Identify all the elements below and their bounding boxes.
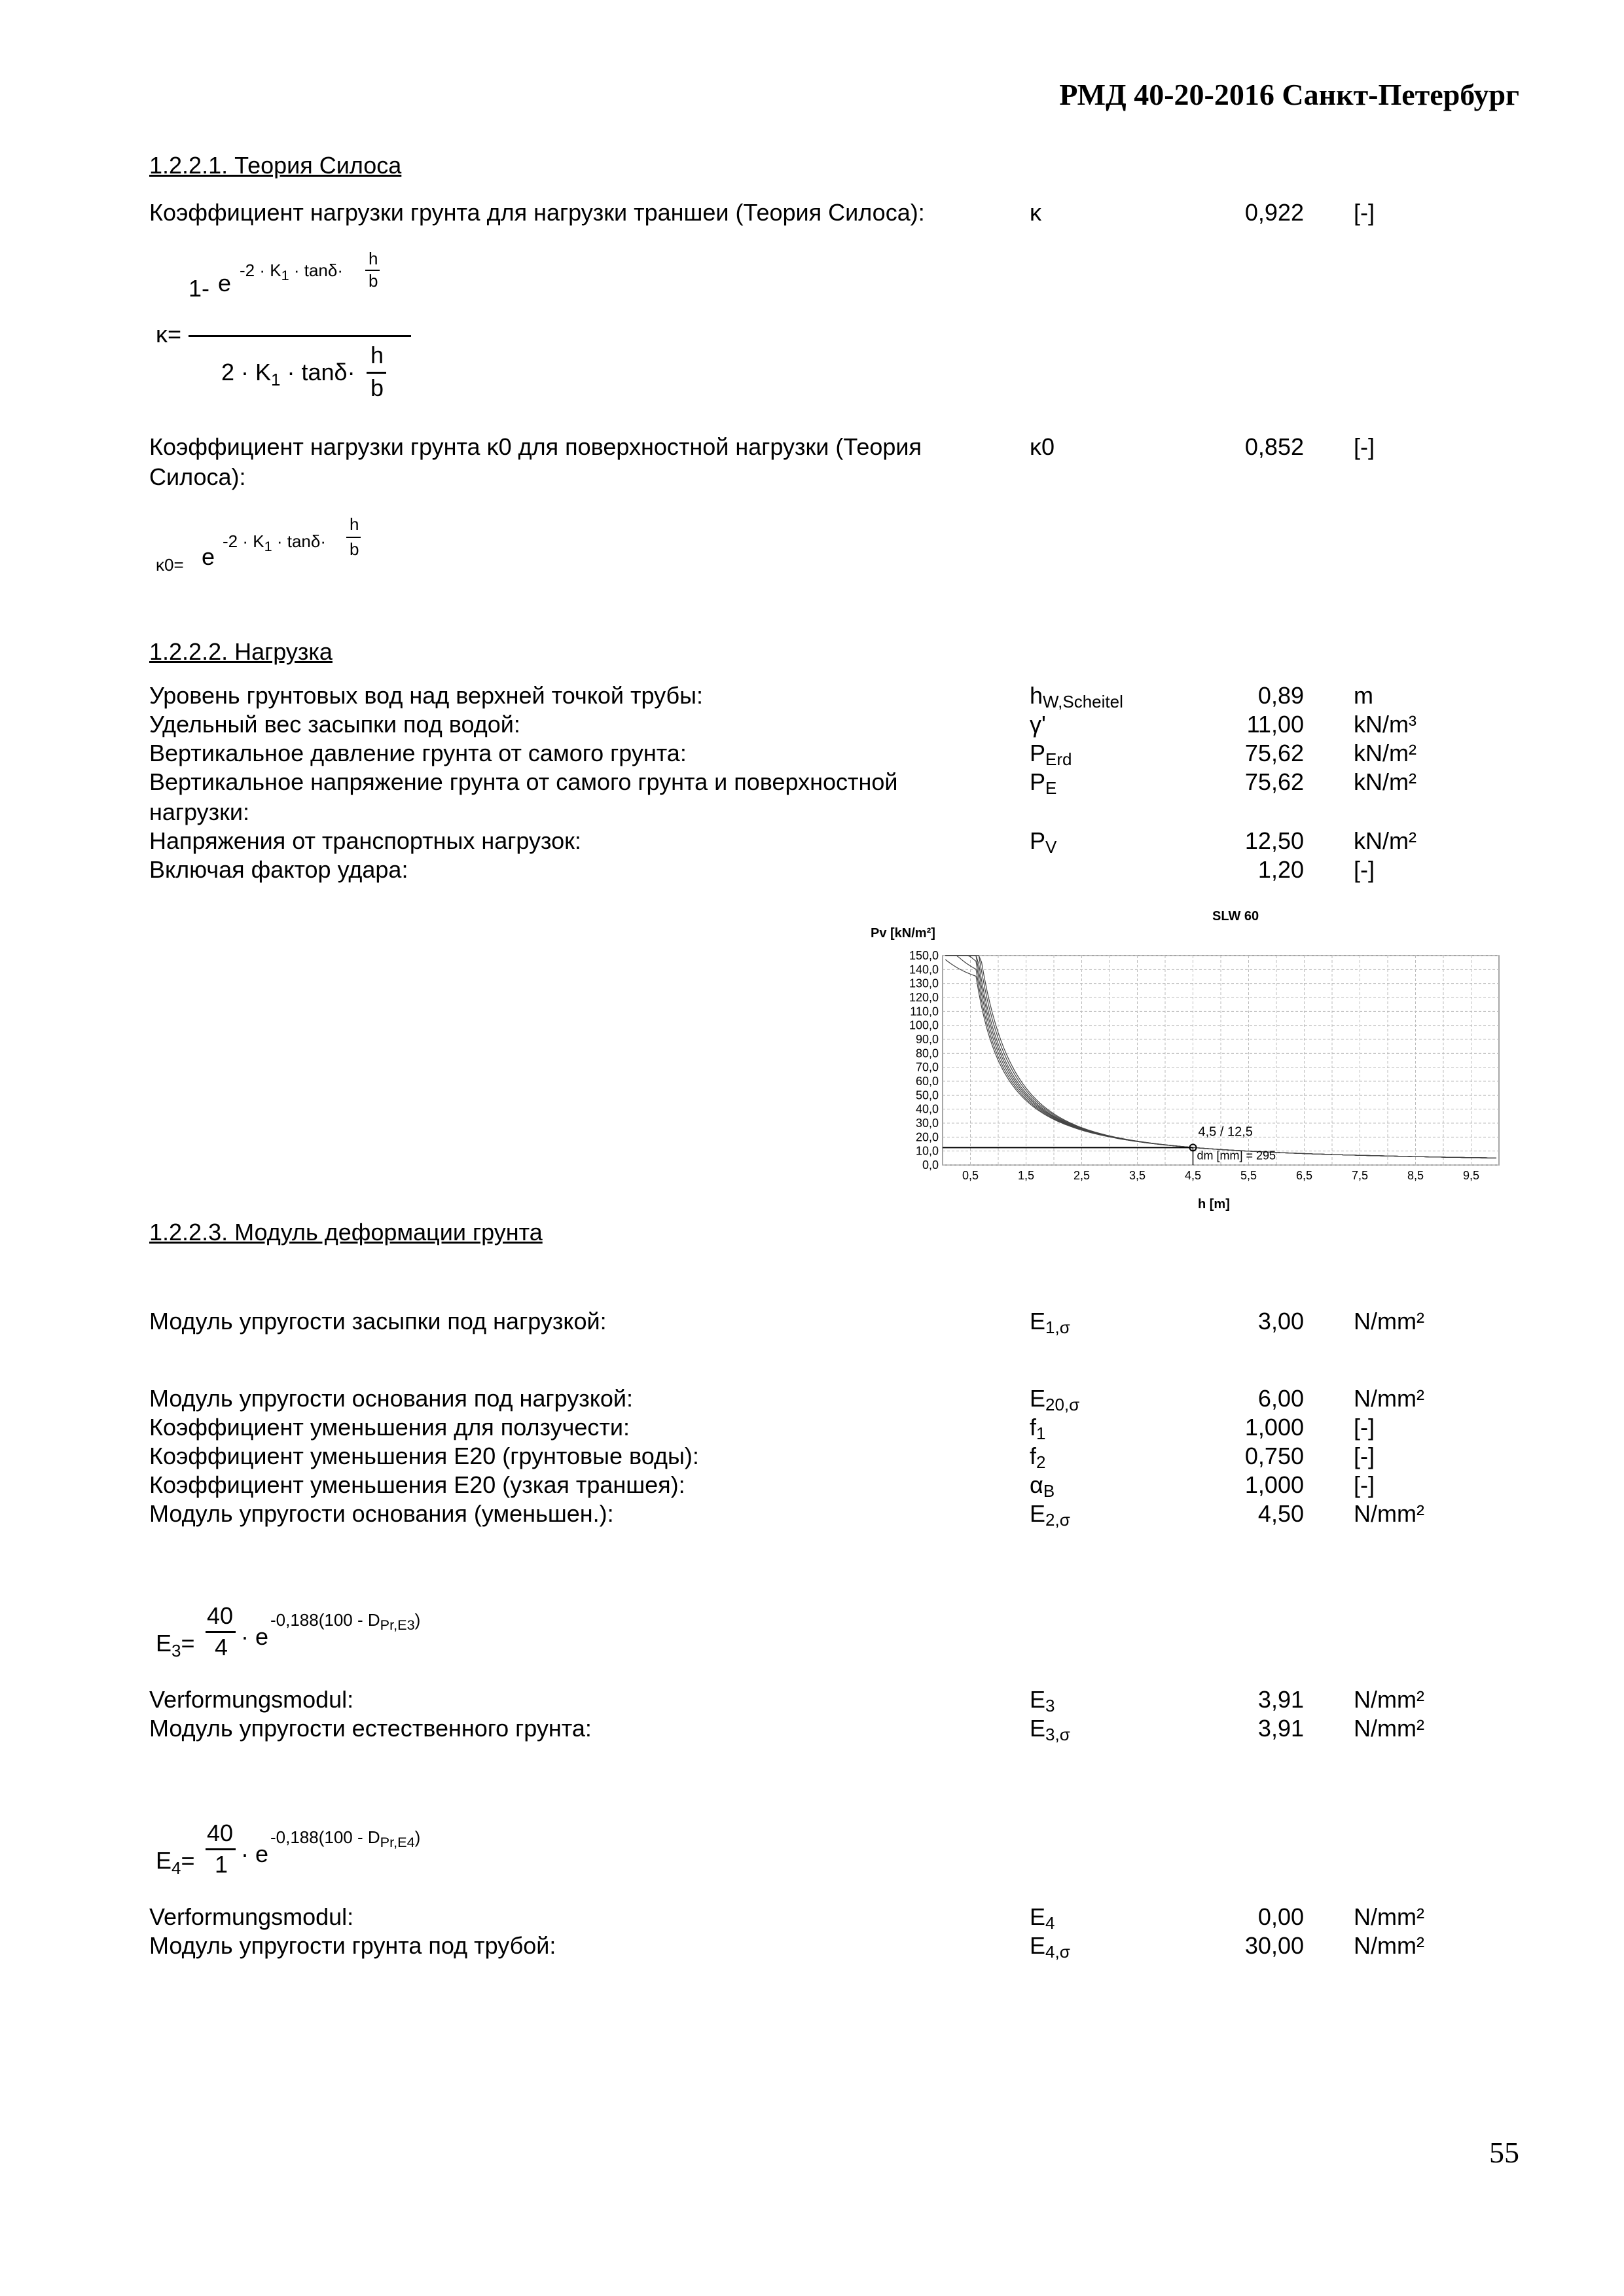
row-symbol: $h_{W,Scheitel}$ [1030,682,1123,711]
row-value: 0,89 [1257,682,1304,709]
section-title-soil-modulus: 1.2.2.3. Модуль деформации грунта [149,1219,543,1246]
row-value: 1,000 [1244,1414,1304,1441]
row-label: Модуль упругости основания под нагрузкой: [149,1385,634,1412]
value-row [149,1902,1458,1932]
row-unit: N/mm² [1354,1903,1424,1930]
row-label: Модуль упругости основания (уменьшен.): [149,1500,614,1527]
formula-numerator: 40 [207,1820,234,1846]
formula-lhs: κ= [156,321,182,348]
formula-main-fracline [189,335,411,337]
row-value: 4,50 [1257,1500,1304,1527]
chart-y-tick-label: 40,0 [915,1102,939,1116]
value-row [149,738,1458,768]
load-chart [844,903,1519,1211]
formula-exp-b: b [350,539,359,559]
row-symbol: $P_{Erd}$ [1030,740,1072,769]
row-unit: N/mm² [1354,1932,1424,1959]
chart-y-tick-label: 120,0 [909,991,939,1004]
row-value: 1,000 [1244,1471,1304,1498]
formula-den-h: h [370,342,384,368]
formula-numerator: 40 [207,1602,234,1629]
chart-y-tick-label: 90,0 [915,1033,939,1046]
row-unit: N/mm² [1354,1385,1424,1412]
formula-den-fracline [367,372,386,374]
row-label: Модуль упругости грунта под трубой: [149,1932,556,1959]
row-symbol: $P_V$ [1030,827,1057,857]
value-row [149,1499,1458,1529]
row-symbol: $E_{20,\sigma}$ [1030,1385,1080,1414]
chart-y-tick-label: 20,0 [915,1130,939,1144]
row-symbol: $E_{3,\sigma}$ [1030,1715,1070,1744]
row-value: 6,00 [1257,1385,1304,1412]
formula-e: · e [241,1623,269,1650]
row-label: Уровень грунтовых вод над верхней точкой трубы: [149,682,704,709]
row-kappa [149,198,1458,228]
row-label: Коэффициент уменьшения E20 (грунтовые воды): [149,1443,699,1469]
value-row [149,1470,1458,1500]
chart-marker-label: 4,5 / 12,5 [1198,1124,1253,1139]
chart-y-tick-label: 60,0 [915,1075,939,1088]
row-unit: [-] [1354,199,1375,226]
row-symbol: κ0 [1030,433,1055,460]
formula-one-minus: 1- [189,275,210,302]
row-symbol: γ' [1030,711,1046,738]
value-row [149,1713,1458,1744]
row-value: 3,91 [1257,1686,1304,1713]
formula-exp-h: h [369,249,378,268]
chart-x-ticks [962,1169,1479,1182]
formula-denominator: $2 \cdot K_1 \cdot \tan\delta\cdot$ [221,359,355,390]
row-label: Модуль упругости естественного грунта: [149,1715,592,1742]
row-value: 12,50 [1244,827,1304,854]
formula-exp-b: b [369,271,378,291]
row-value: 3,00 [1257,1308,1304,1335]
row-unit: kN/m³ [1354,711,1416,738]
value-row [149,855,1458,885]
formula-exponent: $-2 \cdot K_1 \cdot \tan\delta\cdot$ [240,260,344,284]
formula-exponent: $-0,188(100 - D_{Pr,E4})$ [270,1827,421,1851]
chart-x-tick-label: 4,5 [1184,1169,1202,1182]
row-value: 75,62 [1244,740,1304,766]
formula-e: · e [241,1840,269,1867]
formula-fracline [206,1631,236,1633]
chart-y-tick-label: 10,0 [915,1144,939,1158]
formula-exp-h: h [350,514,359,534]
formula-denominator: 4 [215,1634,228,1660]
row-symbol: $E_{4,\sigma}$ [1030,1932,1070,1962]
row-symbol: $f_1$ [1030,1414,1046,1443]
chart-x-tick-label: 1,5 [1017,1169,1035,1182]
row-value: 0,852 [1244,433,1304,460]
formula-lhs: $E_3=$ [156,1630,195,1661]
row-unit: [-] [1354,1443,1375,1469]
row-label: Вертикальное давление грунта от самого грунта: [149,740,687,766]
row-label: Коэффициент нагрузки грунта для нагрузки траншеи (Теория Силоса): [149,199,925,226]
row-unit: N/mm² [1354,1500,1424,1527]
value-row [149,1685,1458,1715]
chart-y-tick-label: 0,0 [922,1158,939,1172]
row-symbol: $f_2$ [1030,1443,1046,1472]
value-row [149,1441,1458,1471]
chart-y-tick-label: 50,0 [915,1088,939,1102]
document-header: РМД 40-20-2016 Санкт-Петербург [1059,78,1519,111]
row-kappa0 [149,432,1458,492]
value-row [149,826,1458,856]
e4-formula [149,1814,542,1893]
row-symbol: $E_4$ [1030,1903,1055,1933]
row-value: 75,62 [1244,768,1304,795]
chart-y-label: Pv [kN/m²] [871,926,935,941]
value-row [149,709,1458,740]
row-symbol: $\alpha_B$ [1030,1471,1055,1501]
row-label: Verformungsmodul: [149,1903,354,1930]
chart-y-tick-label: 30,0 [915,1117,939,1130]
chart-x-tick-label: 7,5 [1351,1169,1369,1182]
formula-exp-fracline [346,537,361,538]
row-label: Verformungsmodul: [149,1686,354,1713]
row-label: Коэффициент уменьшения E20 (узкая траншея): [149,1471,685,1498]
row-unit: N/mm² [1354,1308,1424,1335]
section-title-load: 1.2.2.2. Нагрузка [149,638,333,665]
chart-title: SLW 60 [1212,909,1259,924]
chart-x-tick-label: 8,5 [1407,1169,1424,1182]
row-value: 0,922 [1244,199,1304,226]
e3-formula [149,1597,542,1676]
formula-e: e [202,543,215,570]
formula-e: e [218,270,232,296]
row-value: 0,00 [1257,1903,1304,1930]
row-unit: [-] [1354,1414,1375,1441]
chart-x-tick-label: 9,5 [1462,1169,1480,1182]
kappa-formula [149,249,437,412]
chart-x-tick-label: 6,5 [1295,1169,1313,1182]
value-row [149,1384,1458,1414]
row-label: Вертикальное напряжение грунта от самого грунта и поверхностной нагрузки: [149,768,898,825]
row-value: 3,91 [1257,1715,1304,1742]
chart-x-tick-label: 0,5 [962,1169,979,1182]
formula-fracline [206,1848,236,1850]
chart-y-tick-label: 150,0 [909,949,939,962]
row-label: Коэффициент уменьшения для ползучести: [149,1414,630,1441]
value-row [149,681,1458,711]
row-unit: m [1354,682,1373,709]
row-symbol: $E_{2,\sigma}$ [1030,1500,1070,1530]
row-label: Модуль упругости засыпки под нагрузкой: [149,1308,607,1335]
value-row [149,1931,1458,1961]
row-value: 1,20 [1257,856,1304,883]
row-value: 0,750 [1244,1443,1304,1469]
row-unit: [-] [1354,856,1375,883]
chart-x-tick-label: 2,5 [1073,1169,1091,1182]
chart-dm-label: dm [mm] = 295 [1197,1149,1276,1162]
row-unit: [-] [1354,1471,1375,1498]
kappa0-formula [149,511,411,583]
value-row [149,767,1458,827]
value-row [149,1412,1458,1443]
formula-lhs: κ0= [156,555,184,575]
row-unit: N/mm² [1354,1686,1424,1713]
page-number: 55 [1489,2136,1519,2169]
chart-y-tick-label: 100,0 [909,1018,939,1032]
row-unit: [-] [1354,433,1375,460]
chart-y-tick-label: 140,0 [909,963,939,977]
row-symbol: $P_E$ [1030,768,1057,798]
chart-y-tick-label: 80,0 [915,1047,939,1060]
formula-denominator: 1 [215,1851,228,1878]
value-row [149,1306,1458,1336]
section-title-silo-theory: 1.2.2.1. Теория Силоса [149,152,402,179]
row-label: Удельный вес засыпки под водой: [149,711,520,738]
chart-x-label: h [m] [1198,1197,1230,1211]
row-label: Коэффициент нагрузки грунта κ0 для поверхностной нагрузки (Теория Силоса): [149,433,922,490]
row-unit: kN/m² [1354,740,1416,766]
row-unit: N/mm² [1354,1715,1424,1742]
row-symbol: $E_{1,\sigma}$ [1030,1308,1070,1337]
row-value: 11,00 [1246,711,1304,738]
chart-y-tick-label: 130,0 [909,977,939,990]
chart-x-tick-label: 3,5 [1128,1169,1146,1182]
row-value: 30,00 [1244,1932,1304,1959]
row-label: Напряжения от транспортных нагрузок: [149,827,581,854]
formula-lhs: $E_4=$ [156,1847,195,1878]
chart-y-ticks [909,949,939,1172]
chart-y-tick-label: 70,0 [915,1060,939,1074]
chart-x-tick-label: 5,5 [1240,1169,1257,1182]
formula-exponent: $-2 \cdot K_1 \cdot \tan\delta\cdot$ [223,531,327,555]
row-label: Включая фактор удара: [149,856,408,883]
row-symbol: $E_3$ [1030,1686,1055,1715]
row-unit: kN/m² [1354,768,1416,795]
chart-y-tick-label: 110,0 [910,1005,939,1018]
formula-exponent: $-0,188(100 - D_{Pr,E3})$ [270,1610,421,1634]
row-unit: kN/m² [1354,827,1416,854]
formula-den-b: b [370,374,384,401]
row-symbol: κ [1030,199,1041,226]
